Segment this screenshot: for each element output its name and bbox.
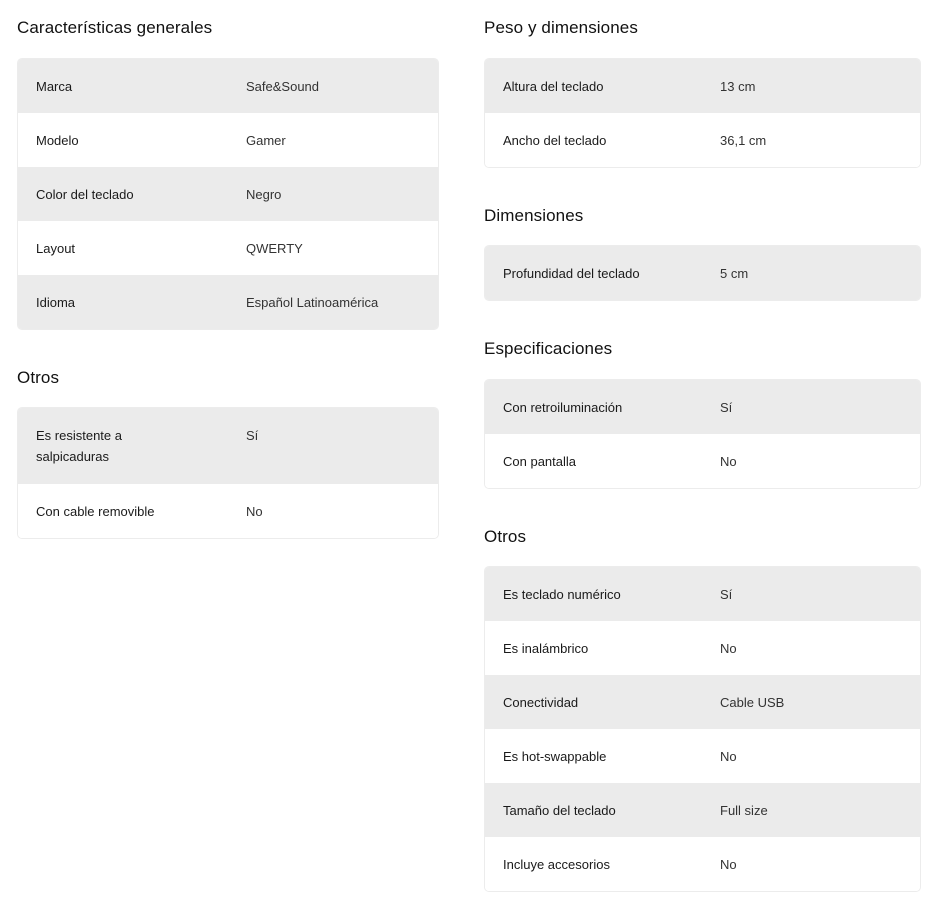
spec-row xyxy=(485,729,920,783)
spec-table-especificaciones xyxy=(484,379,921,489)
spec-value: No xyxy=(720,640,737,656)
spec-value: No xyxy=(720,453,737,469)
spec-label: Con cable removible xyxy=(36,503,155,519)
spec-table-general xyxy=(17,58,439,330)
spec-row xyxy=(485,621,920,675)
spec-row xyxy=(18,275,438,329)
spec-value: No xyxy=(246,503,263,519)
section-title-otros-left: Otros xyxy=(17,368,60,387)
spec-value: 13 cm xyxy=(720,78,756,94)
spec-label: Es resistente a salpicaduras xyxy=(36,428,122,464)
spec-label: Idioma xyxy=(36,294,76,310)
spec-label: Altura del teclado xyxy=(503,78,604,94)
spec-value: Sí xyxy=(720,586,733,602)
spec-value: Safe&Sound xyxy=(246,78,320,94)
spec-label: Es hot-swappable xyxy=(503,748,607,764)
spec-value: Full size xyxy=(720,802,768,818)
spec-label: Incluye accesorios xyxy=(503,856,610,872)
spec-row xyxy=(18,113,438,167)
spec-table-peso xyxy=(484,58,921,168)
spec-row xyxy=(485,113,920,167)
spec-label: Profundidad del teclado xyxy=(503,265,640,281)
spec-row xyxy=(18,484,438,538)
spec-row xyxy=(18,408,438,484)
spec-row xyxy=(485,783,920,837)
spec-label: Tamaño del teclado xyxy=(503,802,616,818)
spec-table-otros-right xyxy=(484,566,921,892)
spec-table-dimensiones xyxy=(484,245,921,301)
spec-row xyxy=(485,380,920,434)
spec-label: Ancho del teclado xyxy=(503,132,607,148)
spec-value: QWERTY xyxy=(246,240,303,256)
spec-value: No xyxy=(720,748,737,764)
spec-table-otros-left xyxy=(17,407,439,539)
spec-row xyxy=(485,567,920,621)
spec-row xyxy=(18,59,438,113)
spec-label: Con pantalla xyxy=(503,453,576,469)
spec-label: Conectividad xyxy=(503,694,579,710)
spec-label: Con retroiluminación xyxy=(503,399,623,415)
spec-row xyxy=(485,59,920,113)
spec-label: Es inalámbrico xyxy=(503,640,589,656)
spec-label: Es teclado numérico xyxy=(503,586,621,602)
spec-row xyxy=(18,167,438,221)
spec-value: Español Latinoamérica xyxy=(246,294,379,310)
spec-value: Sí xyxy=(720,399,733,415)
spec-label: Modelo xyxy=(36,132,79,148)
spec-row xyxy=(485,837,920,891)
spec-value: Cable USB xyxy=(720,694,785,710)
spec-label: Marca xyxy=(36,78,73,94)
spec-value: No xyxy=(720,856,737,872)
spec-row xyxy=(485,434,920,488)
section-title-peso: Peso y dimensiones xyxy=(484,18,638,37)
spec-label: Layout xyxy=(36,240,76,256)
spec-value: Gamer xyxy=(246,132,286,148)
section-title-otros-right: Otros xyxy=(484,527,527,546)
section-title-general: Características generales xyxy=(17,18,213,37)
spec-row xyxy=(18,221,438,275)
spec-row xyxy=(485,675,920,729)
spec-value: 5 cm xyxy=(720,265,749,281)
section-title-especificaciones: Especificaciones xyxy=(484,339,613,358)
spec-label: Color del teclado xyxy=(36,186,134,202)
spec-value: Sí xyxy=(246,428,259,443)
spec-value: Negro xyxy=(246,186,282,202)
section-title-dimensiones: Dimensiones xyxy=(484,206,584,225)
spec-value: 36,1 cm xyxy=(720,132,767,148)
spec-row xyxy=(485,246,920,300)
